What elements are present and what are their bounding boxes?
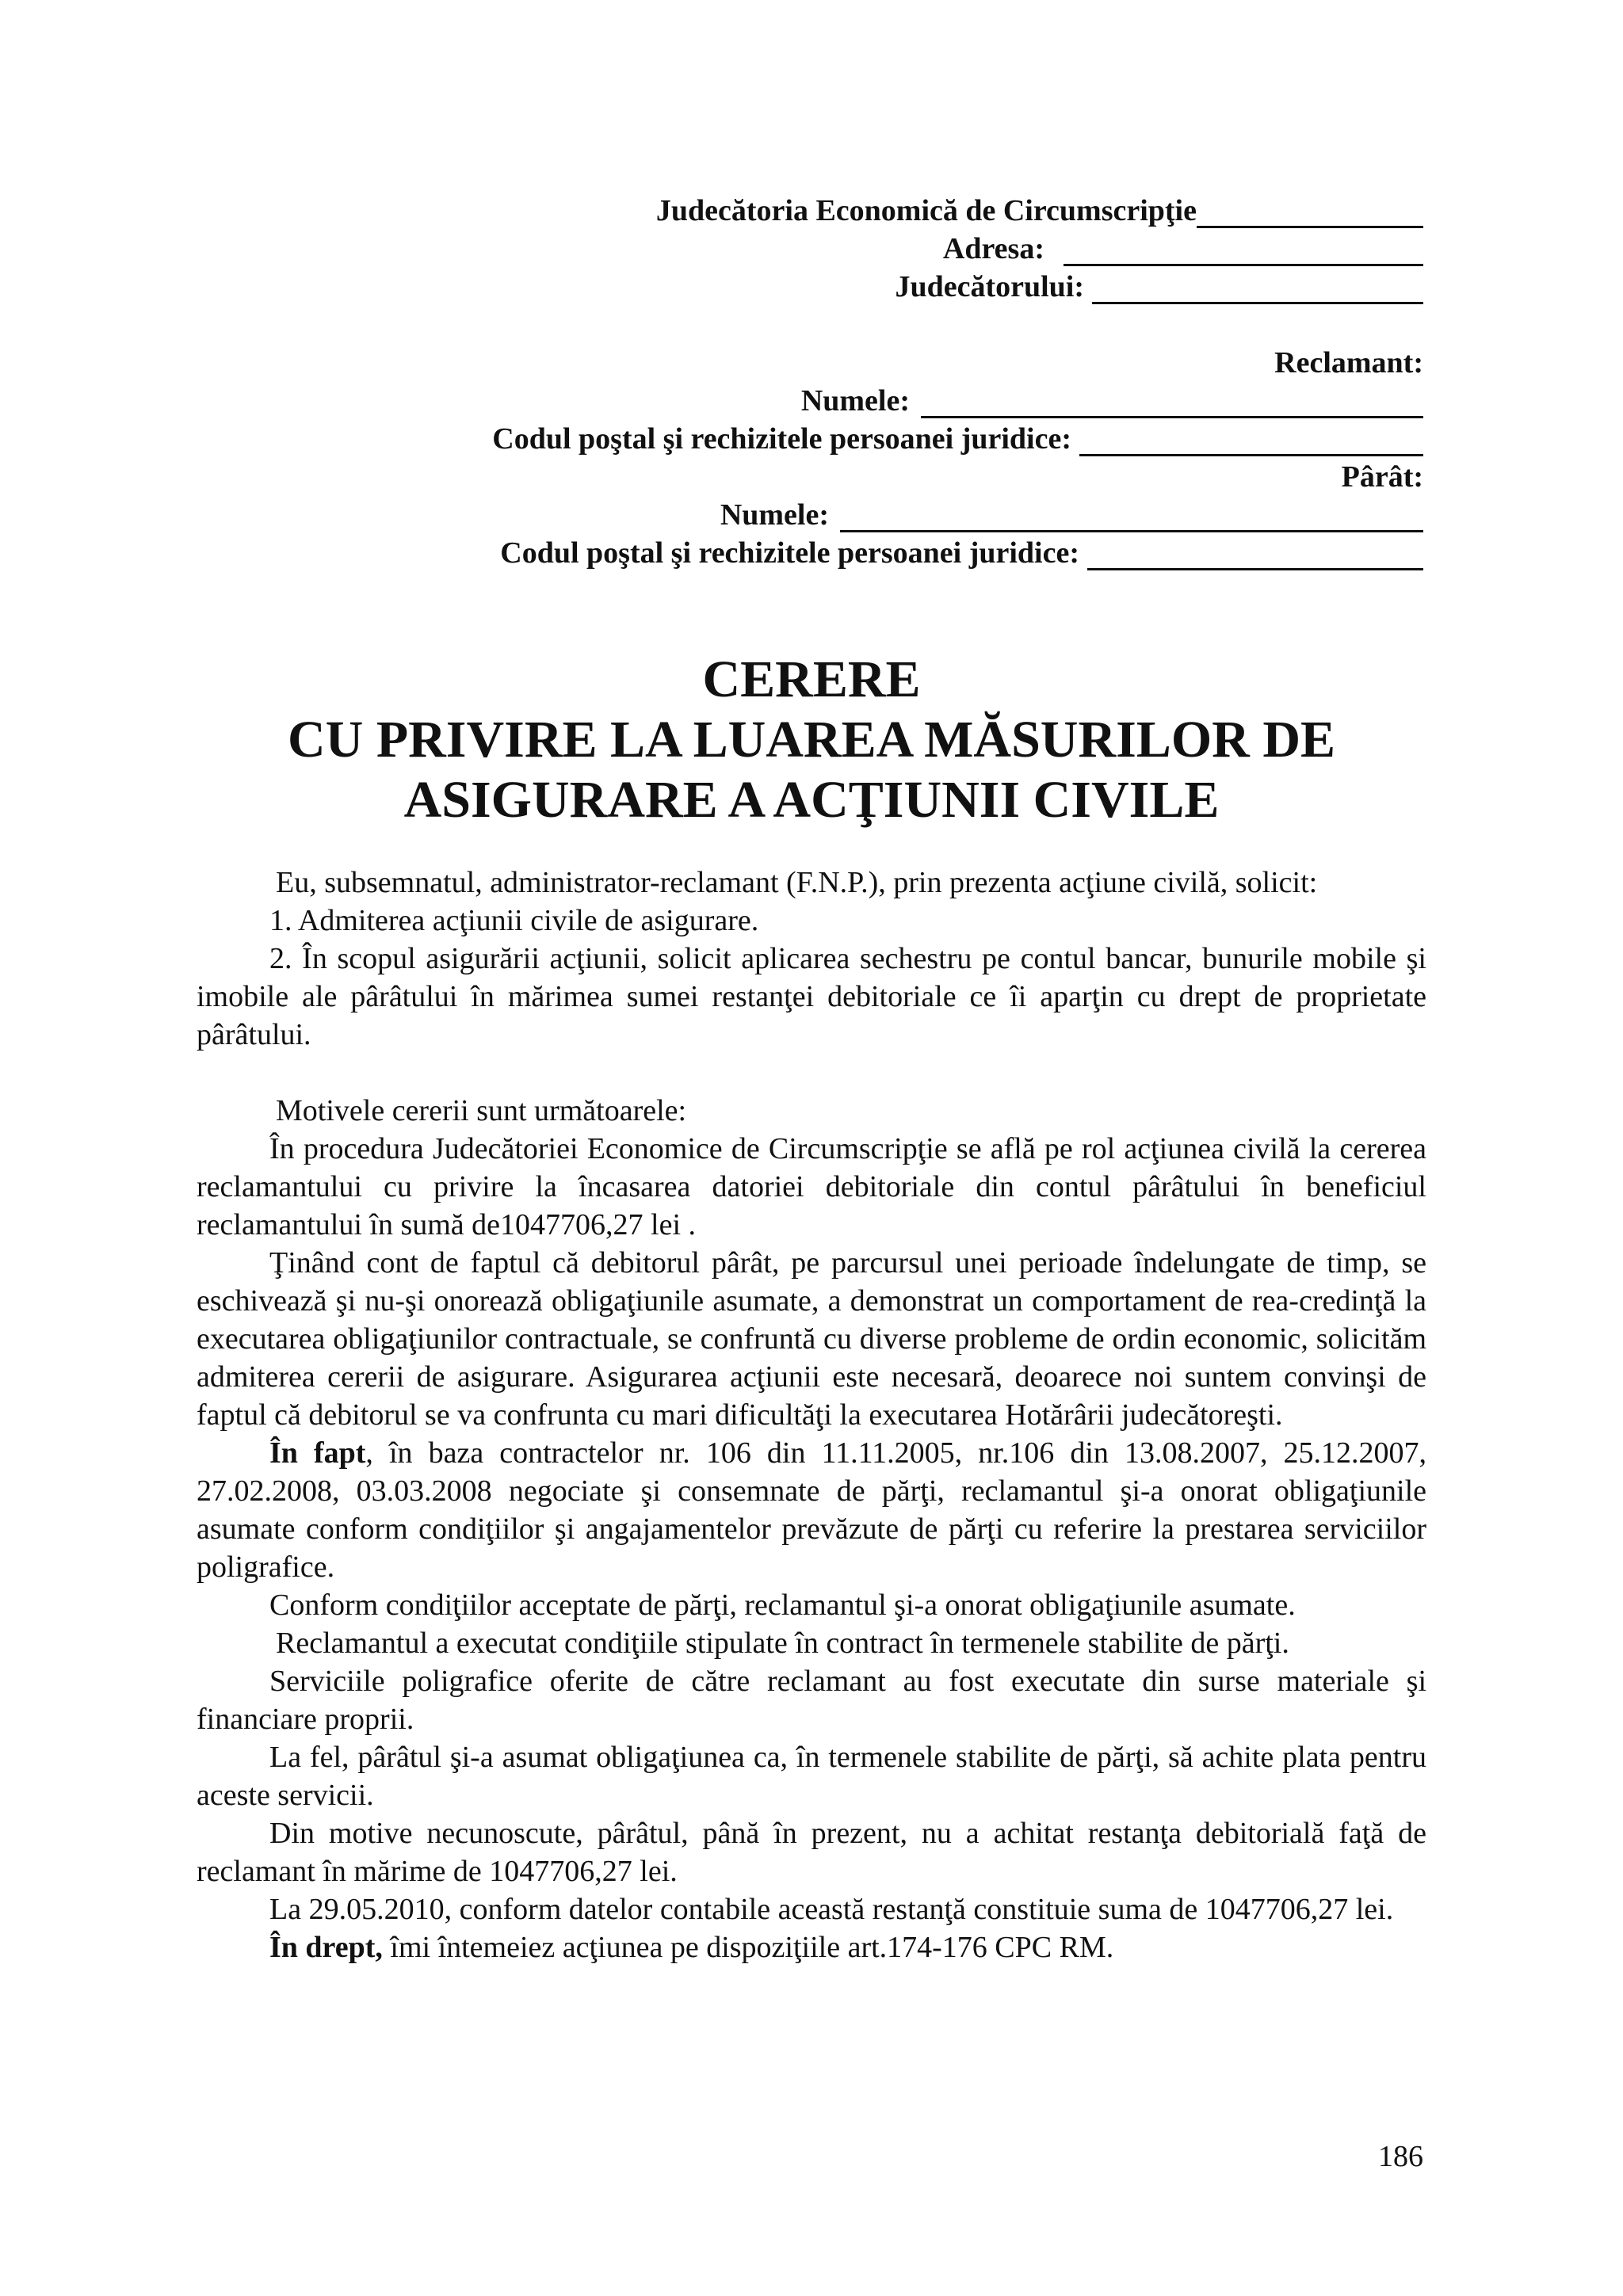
court-line	[656, 193, 1423, 228]
title-line-1: CERERE	[702, 650, 921, 708]
plaintiff-code-label: Codul poştal şi rechizitele persoanei juridice:	[492, 422, 1071, 456]
address-blank	[1064, 237, 1423, 266]
judge-label: Judecătorului:	[895, 270, 1084, 303]
defendant-name-line	[720, 498, 1423, 532]
plaintiff-name-label: Numele:	[800, 384, 910, 418]
law-label: În drept,	[269, 1931, 383, 1964]
plaintiff-heading: Reclamant:	[1274, 346, 1423, 379]
request-1: 1. Admiterea acţiunii civile de asigurare.	[269, 904, 759, 937]
defendant-code-blank	[1087, 541, 1423, 570]
date-paragraph: La 29.05.2010, conform datelor contabile această restanţă constituie suma de 1047706,27 lei.	[269, 1893, 1394, 1926]
defendant-name-label: Numele:	[720, 498, 829, 532]
body-text	[197, 864, 1426, 1966]
defendant-heading: Pârât:	[1341, 460, 1423, 494]
plaintiff-name-blank	[921, 389, 1423, 418]
fact-text: , în baza contractelor nr. 106 din 11.11.2005, nr.106 din 13.08.2007, 25.12.2007, 27.02.2008, 03.03.2008 negociate şi consemnate de părţi, reclamantul şi-a onorat obligaţiunile asumate conform condiţiilor şi angajamentelor prevăzute de părţi cu referire la prestarea serviciilor poligrafice.	[197, 1436, 1426, 1584]
address-line	[943, 231, 1423, 266]
defendant-code-line	[500, 536, 1423, 570]
judge-line	[895, 269, 1423, 304]
motive-1: În procedura Judecătoriei Economice de Circumscripţie se află pe rol acţiunea civilă la cererea reclamantului cu privire la încasarea datoriei debitoriale din contul pârâtului în beneficiul reclamantului în sumă de1047706,27 lei .	[197, 1132, 1426, 1241]
fact-paragraph	[197, 1434, 1426, 1586]
plaintiff-name-line	[801, 383, 1423, 418]
request-2: 2. În scopul asigurării acţiunii, solicit aplicarea sechestru pe contul bancar, bunurile mobile şi imobile ale pârâtului în mărimea sumei restanţei debitoriale ce îi aparţin cu drept de proprietate pârâtului.	[197, 942, 1426, 1051]
court-label: Judecătoria Economică de Circumscripţie	[655, 194, 1197, 227]
obligation-paragraph: La fel, pârâtul şi-a asumat obligaţiunea ca, în termenele stabilite de părţi, să achite plata pentru aceste servicii.	[197, 1741, 1426, 1812]
fact-label: În fapt	[269, 1436, 366, 1470]
motive-2: Ţinând cont de faptul că debitorul pârât, pe parcursul unei perioade îndelungate de timp, se eschivează şi nu-şi onorează obligaţiunile asumate, a demonstrat un comportament de rea-credinţă la executarea obligaţiunilor contractuale, se confruntă cu diverse probleme de ordin economic, solicităm admiterea cererii de asigurare. Asigurarea acţiunii este necesară, deoarece noi suntem convinşi de faptul că debitorul se va confrunta cu mari dificultăţi la executarea Hotărârii judecătoreşti.	[197, 1246, 1426, 1432]
page-number: 186	[1378, 2140, 1423, 2173]
conform-paragraph: Conform condiţiilor acceptate de părţi, reclamantul şi-a onorat obligaţiunile asumate.	[269, 1589, 1296, 1622]
title-line-2: CU PRIVIRE LA LUAREA MĂSURILOR DE	[288, 711, 1335, 769]
defendant-code-label: Codul poştal şi rechizitele persoanei juridice:	[500, 536, 1079, 570]
defendant-name-blank	[840, 503, 1423, 532]
title-line-3: ASIGURARE A ACŢIUNII CIVILE	[403, 771, 1220, 829]
plaintiff-code-line	[492, 421, 1423, 456]
court-blank	[1197, 199, 1423, 228]
intro-paragraph: Eu, subsemnatul, administrator-reclamant (F.N.P.), prin prezenta acţiune civilă, solicit:	[276, 866, 1318, 899]
executed-paragraph: Reclamantul a executat condiţiile stipulate în contract în termenele stabilite de părţi.	[276, 1627, 1289, 1660]
judge-blank	[1092, 275, 1423, 304]
motives-heading: Motivele cererii sunt următoarele:	[276, 1094, 687, 1127]
law-text: îmi întemeiez acţiunea pe dispoziţiile art.174-176 CPC RM.	[382, 1931, 1114, 1964]
plaintiff-code-blank	[1079, 427, 1423, 456]
services-paragraph: Serviciile poligrafice oferite de către reclamant au fost executate din surse materiale şi financiare proprii.	[197, 1665, 1426, 1736]
unknown-paragraph: Din motive necunoscute, pârâtul, până în prezent, nu a achitat restanţa debitorială faţă de reclamant în mărime de 1047706,27 lei.	[197, 1817, 1426, 1888]
address-label: Adresa:	[942, 232, 1044, 265]
law-paragraph	[197, 1928, 1426, 1966]
